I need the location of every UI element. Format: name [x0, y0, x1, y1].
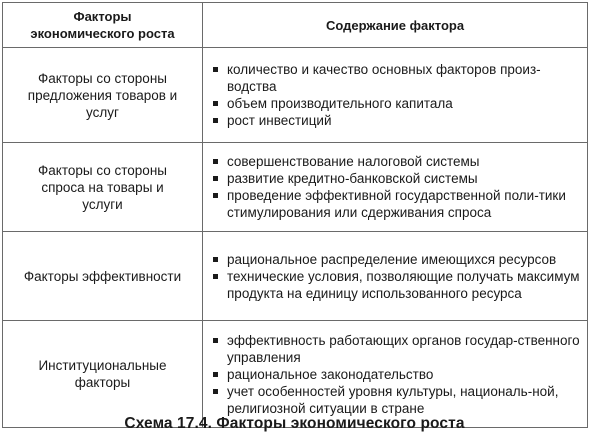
factor-label: Факторы со стороны спроса на товары и услуги	[38, 162, 167, 212]
bullet-icon	[213, 389, 218, 394]
content-list	[211, 61, 583, 129]
bullet-icon	[213, 274, 218, 279]
list-item	[211, 112, 583, 129]
table-header-row	[3, 3, 588, 48]
list-item-text: технические условия, позволяющие получать максимум продукта на единицу использованного ресурса	[227, 268, 580, 301]
list-item-text: совершенствование налоговой системы	[227, 154, 480, 169]
list-item-text: проведение эффективной государственной поли-тики стимулирования или сдерживания спроса	[227, 188, 566, 220]
table-row	[3, 232, 588, 321]
header-content: Содержание фактора	[203, 3, 588, 48]
bullet-icon	[213, 67, 218, 72]
list-item-text: рациональное распределение имеющихся ресурсов	[227, 251, 557, 267]
bullet-icon	[213, 257, 218, 262]
bullet-icon	[213, 193, 218, 198]
bullet-icon	[213, 118, 218, 123]
bullet-icon	[213, 372, 218, 377]
table-row	[3, 143, 588, 232]
list-item-text: рост инвестиций	[227, 113, 332, 128]
list-item-text: количество и качество основных факторов произ-водства	[227, 62, 541, 94]
list-item	[211, 332, 583, 366]
list-item	[211, 170, 583, 187]
list-item	[211, 251, 583, 268]
content-demand	[203, 143, 588, 232]
content-list	[211, 332, 583, 417]
bullet-icon	[213, 159, 218, 164]
list-item	[211, 187, 583, 221]
list-item	[211, 268, 583, 302]
list-item	[211, 366, 583, 383]
list-item	[211, 383, 583, 417]
list-item-text: эффективность работающих органов государ-ственного управления	[227, 332, 580, 365]
factor-label: Факторы со стороны предложения товаров и услуг	[27, 70, 178, 120]
header-factors-text: Факторы экономического роста	[30, 9, 175, 41]
factors-table-wrapper	[2, 2, 587, 428]
bullet-icon	[213, 101, 218, 106]
content-supply	[203, 48, 588, 143]
table-row	[3, 321, 588, 428]
factors-table	[2, 2, 588, 428]
bullet-icon	[213, 338, 218, 343]
list-item-text: рациональное законодательство	[227, 366, 434, 382]
list-item	[211, 61, 583, 95]
table-row	[3, 48, 588, 143]
bullet-icon	[213, 176, 218, 181]
list-item-text: учет особенностей уровня культуры, националь-ной, религиозной ситуации в стране	[227, 383, 559, 416]
content-efficiency	[203, 232, 588, 321]
content-list	[211, 251, 583, 302]
figure-caption: Схема 17.4. Факторы экономического роста	[124, 415, 465, 432]
factor-label: Факторы эффективности	[23, 268, 182, 284]
factor-supply	[3, 48, 203, 143]
header-factors	[3, 3, 203, 48]
factor-institutional	[3, 321, 203, 428]
list-item-text: развитие кредитно-банковской системы	[227, 171, 478, 186]
content-institutional	[203, 321, 588, 428]
factor-label: Институциональные факторы	[38, 358, 167, 390]
list-item-text: объем производительного капитала	[227, 96, 453, 111]
list-item	[211, 95, 583, 112]
factor-demand	[3, 143, 203, 232]
content-list	[211, 153, 583, 221]
list-item	[211, 153, 583, 170]
factor-efficiency	[3, 232, 203, 321]
